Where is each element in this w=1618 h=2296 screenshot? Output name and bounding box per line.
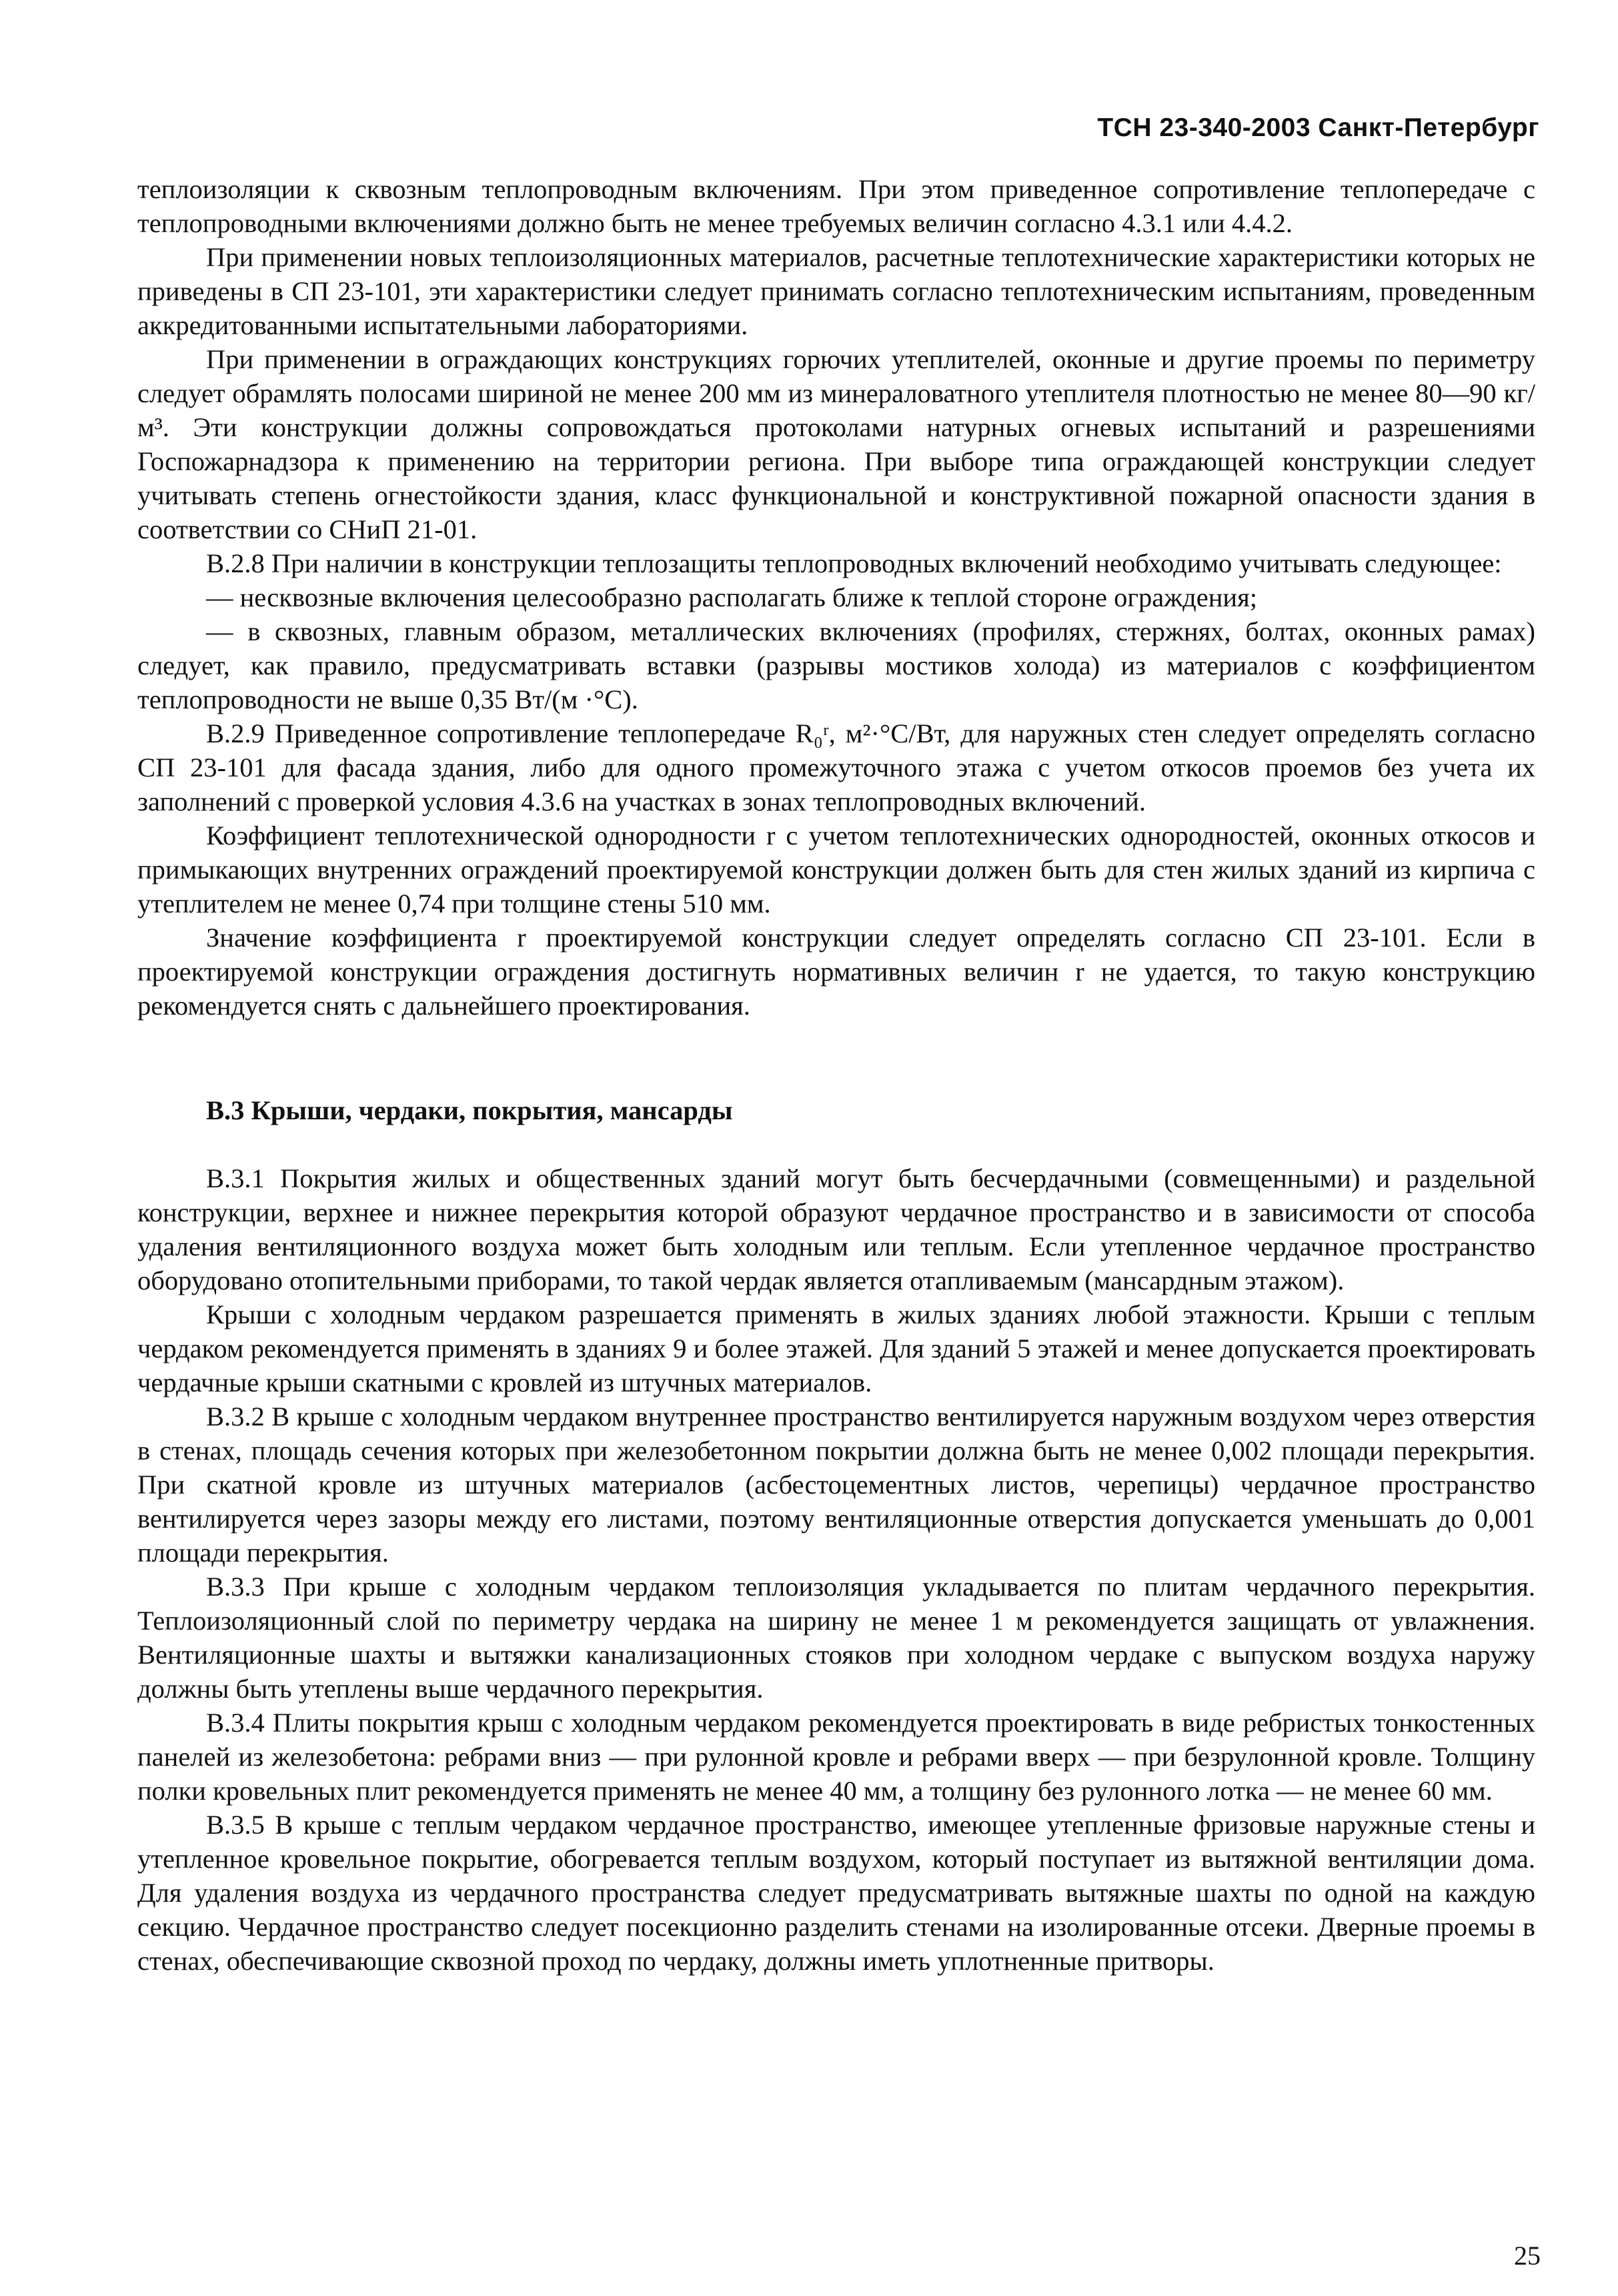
paragraph: В.2.8 При наличии в конструкции теплозащиты теплопроводных включений необходимо учитывать следующее: — [206, 548, 1502, 578]
paragraph: В.3.3 При крыше с холодным чердаком теплоизоляция укладывается по плитам чердачного перекрытия. Теплоизоляционный слой по периметру чердака на ширину не менее 1 м рекомендуется защищать от увлажнения. Вентиляционные шахты и вытяжки канализационных стояков при холодном чердаке с выпуском воздуха наружу должны быть утеплены выше чердачного перекрытия. — [137, 1572, 1535, 1704]
paragraph: В.3.1 Покрытия жилых и общественных зданий могут быть бесчердачными (совмещенными) и раздельной конструкции, верхнее и нижнее перекрытия которой образуют чердачное пространство и в зависимости от способа удаления вентиляционного воздуха может быть холодным или теплым. Если утепленное чердачное пространство оборудовано отопительными приборами, то такой чердак является отапливаемым (мансардным этажом). — [137, 1163, 1535, 1295]
section-title: В.3 Крыши, чердаки, покрытия, мансарды — [206, 1095, 733, 1125]
section-b2-continuation — [137, 172, 1535, 1023]
running-header: ТСН 23-340-2003 Санкт-Петербург — [1097, 113, 1539, 142]
paragraph: В.3.4 Плиты покрытия крыш с холодным чердаком рекомендуется проектировать в виде ребристых тонкостенных панелей из железобетона: ребрами вниз — при рулонной кровле и ребрами вверх — при безрулонной кровле. Толщину полки кровельных плит рекомендуется применять не менее 40 мм, а толщину без рулонного лотка — не менее 60 мм. — [137, 1708, 1535, 1806]
paragraph: При применении новых теплоизоляционных материалов, расчетные теплотехнические характеристики которых не приведены в СП 23-101, эти характеристики следует принимать согласно теплотехническим испытаниям, проведенным аккредитованными испытательными лабораториями. — [137, 242, 1535, 340]
paragraph: В.3.2 В крыше с холодным чердаком внутреннее пространство вентилируется наружным воздухом через отверстия в стенах, площадь сечения которых при железобетонном покрытии должна быть не менее 0,002 площади перекрытия. При скатной кровле из штучных материалов (асбестоцементных листов, черепицы) чердачное пространство вентилируется через зазоры между его листами, поэтому вентиляционные отверстия допускается уменьшать до 0,001 площади перекрытия. — [137, 1401, 1535, 1568]
page-number: 25 — [1514, 2241, 1541, 2271]
paragraph: теплоизоляции к сквозным теплопроводным включениям. При этом приведенное сопротивление теплопередаче с теплопроводными включениями должно быть не менее требуемых величин согласно 4.3.1 или 4.4.2. — [137, 174, 1535, 238]
paragraph: В.3.5 В крыше с теплым чердаком чердачное пространство, имеющее утепленные фризовые наружные стены и утепленное кровельное покрытие, обогревается теплым воздухом, который поступает из вытяжной вентиляции дома. Для удаления воздуха из чердачного пространства следует предусматривать вытяжные шахты по одной на каждую секцию. Чердачное пространство следует посекционно разделить стенами на изолированные отсеки. Дверные проемы в стенах, обеспечивающие сквозной проход по чердаку, должны иметь уплотненные притворы. — [137, 1810, 1535, 1976]
page-content — [137, 172, 1535, 1978]
paragraph: Значение коэффициента r проектируемой конструкции следует определять согласно СП 23-101. Если в проектируемой конструкции ограждения достигнуть нормативных величин r не удается, то такую конструкцию рекомендуется снять с дальнейшего проектирования. — [137, 923, 1535, 1021]
section-b3 — [137, 1093, 1535, 1978]
list-item: — в сквозных, главным образом, металлических включениях (профилях, стержнях, болтах, оконных рамах) следует, как правило, предусматривать вставки (разрывы мостиков холода) из материалов с коэффициентом теплопроводности не выше 0,35 Вт/(м ·°С). — [137, 616, 1535, 714]
list-item: — несквозные включения целесообразно располагать ближе к теплой стороне ограждения; — [206, 582, 1257, 612]
paragraph: Крыши с холодным чердаком разрешается применять в жилых зданиях любой этажности. Крыши с теплым чердаком рекомендуется применять в зданиях 9 и более этажей. Для зданий 5 этажей и менее допускается проектировать чердачные крыши скатными с кровлей из штучных материалов. — [137, 1299, 1535, 1397]
paragraph: При применении в ограждающих конструкциях горючих утеплителей, оконные и другие проемы по периметру следует обрамлять полосами шириной не менее 200 мм из минераловатного утеплителя плотностью не менее 80—90 кг/м³. Эти конструкции должны сопровождаться протоколами натурных огневых испытаний и разрешениями Госпожарнадзора к применению на территории региона. При выборе типа ограждающей конструкции следует учитывать степень огнестойкости здания, класс функциональной и конструктивной пожарной опасности здания в соответствии со СНиП 21-01. — [137, 344, 1535, 544]
paragraph: В.2.9 Приведенное сопротивление теплопередаче R₀ʳ, м²·°С/Вт, для наружных стен следует определять согласно СП 23-101 для фасада здания, либо для одного промежуточного этажа с учетом откосов проемов без учета их заполнений с проверкой условия 4.3.6 на участках в зонах теплопроводных включений. — [137, 718, 1535, 816]
paragraph: Коэффициент теплотехнической однородности r с учетом теплотехнических однородностей, оконных откосов и примыкающих внутренних ограждений проектируемой конструкции должен быть для стен жилых зданий из кирпича с утеплителем не менее 0,74 при толщине стены 510 мм. — [137, 820, 1535, 919]
